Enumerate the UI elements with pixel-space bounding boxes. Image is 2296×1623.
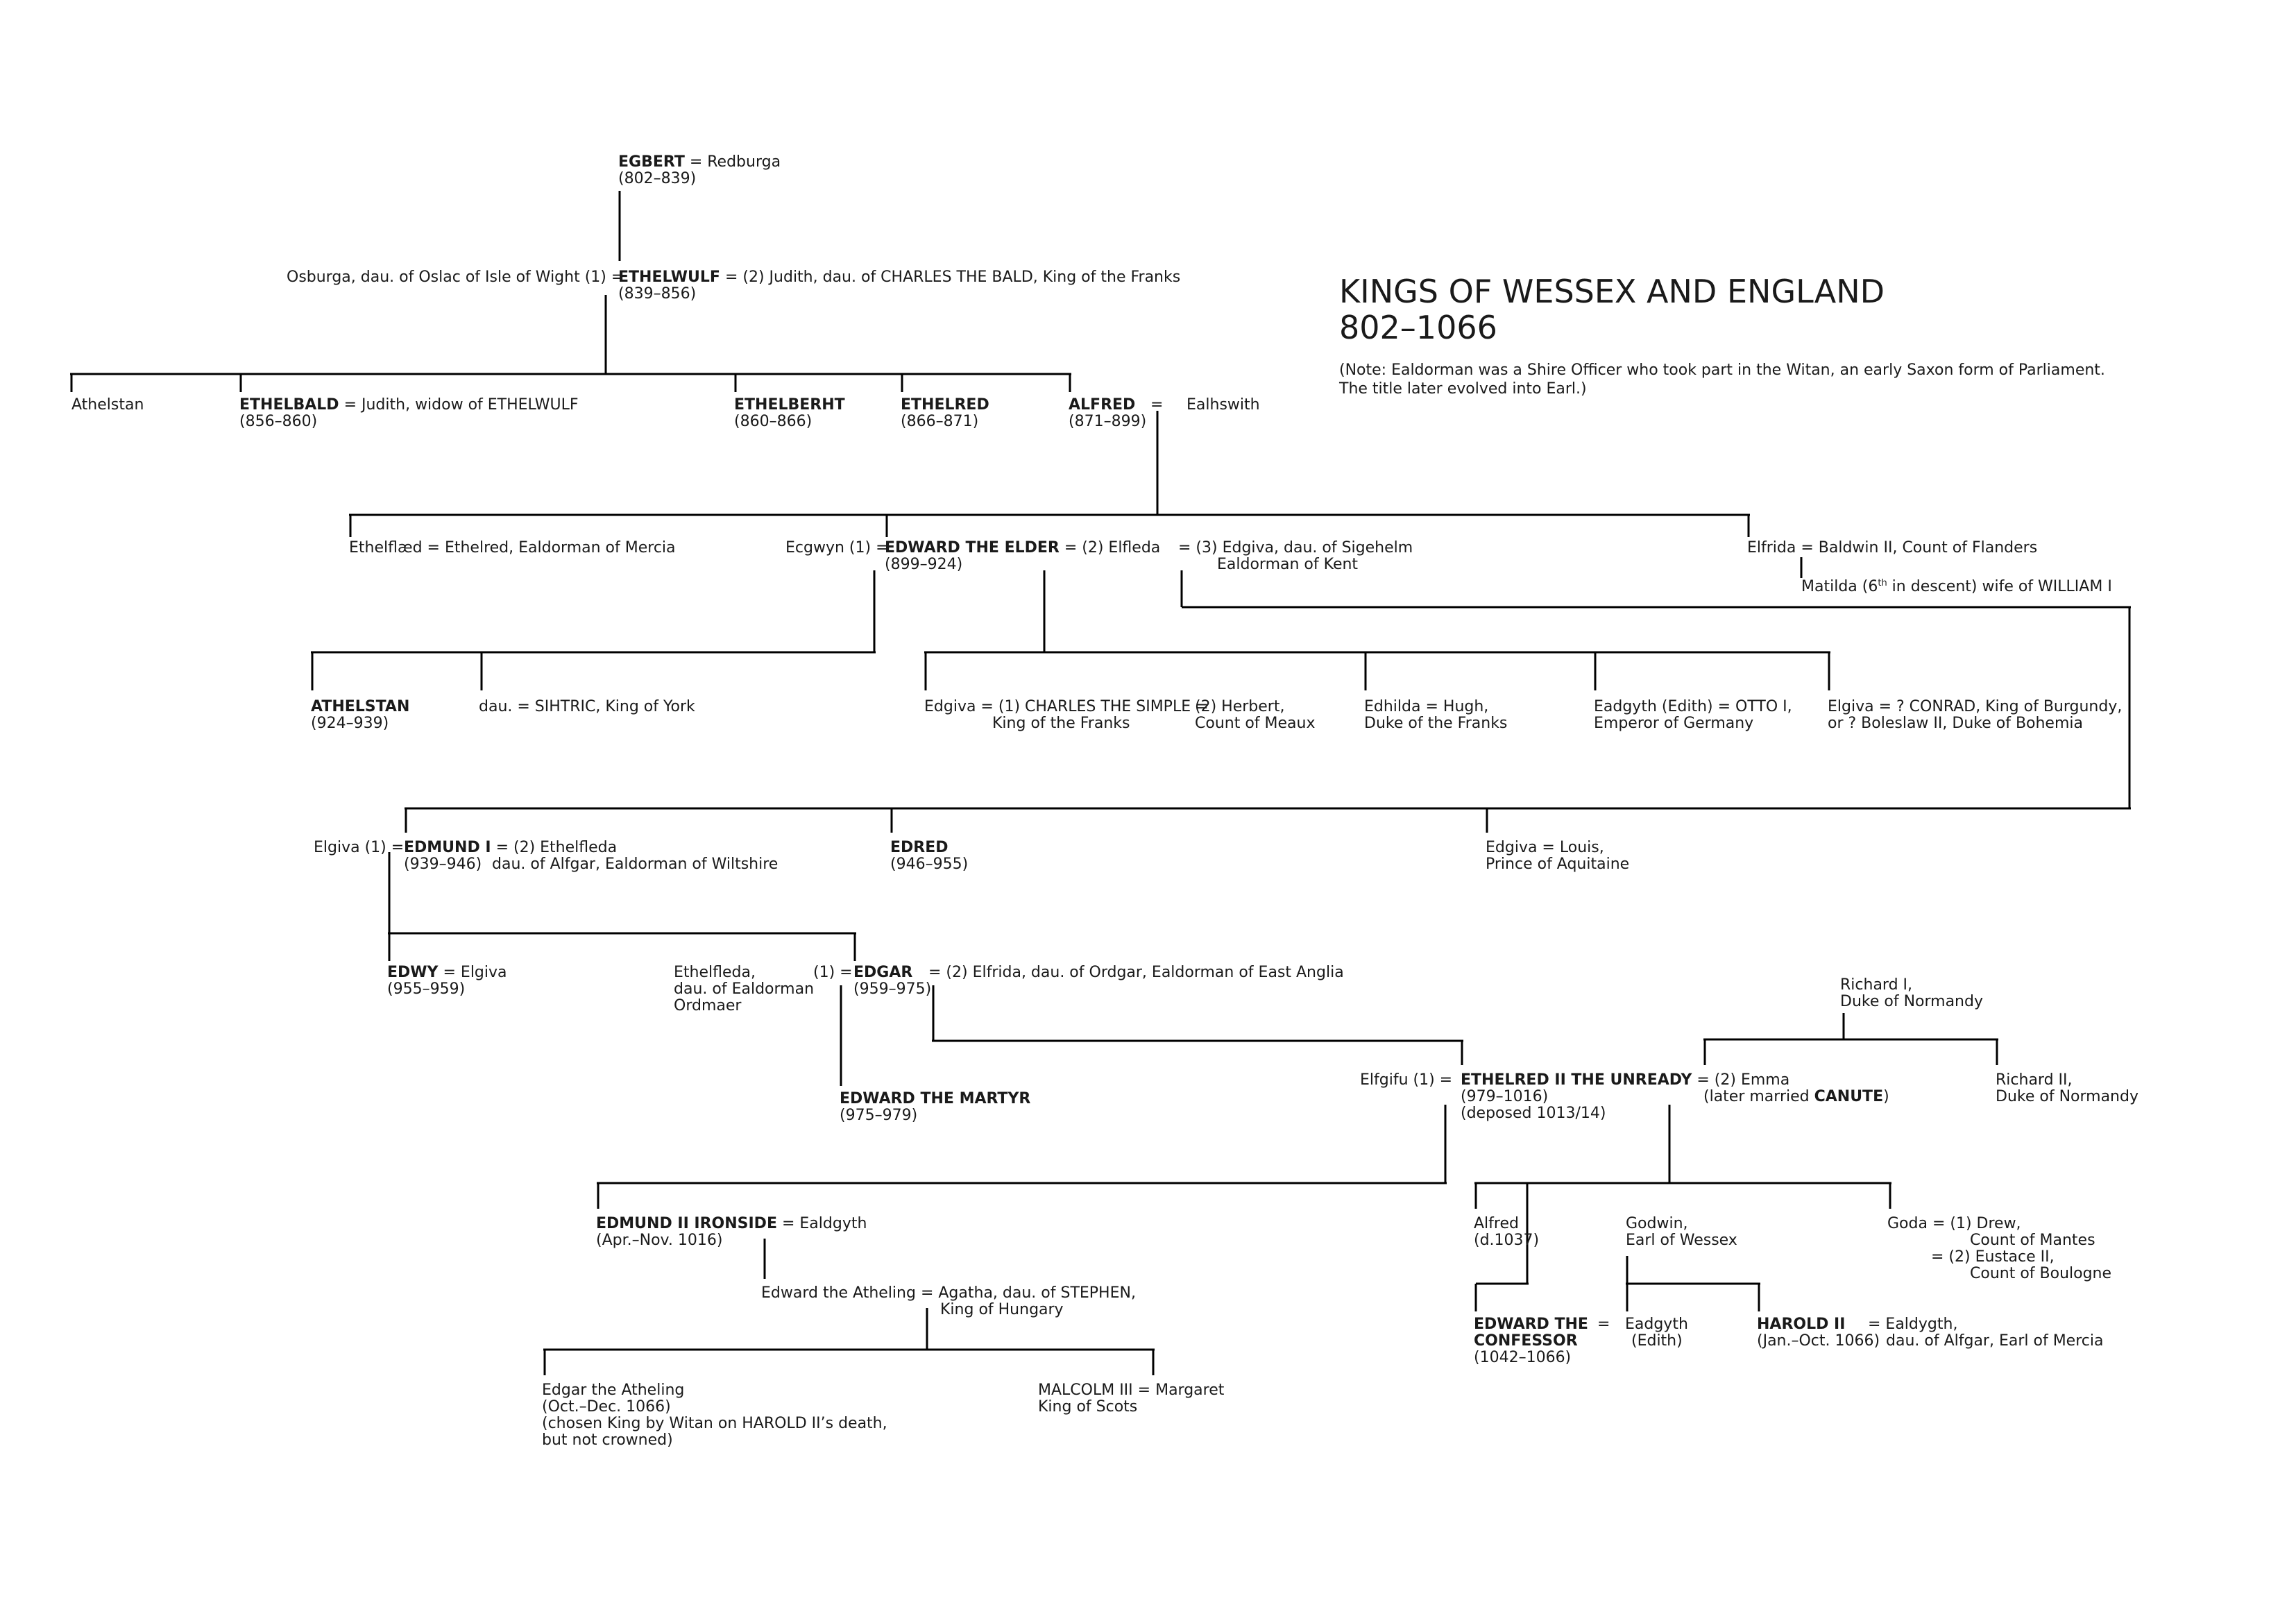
- athelstan-name: ATHELSTAN: [311, 698, 410, 715]
- chart-title: KINGS OF WESSEX AND ENGLAND: [1339, 273, 1885, 310]
- edgar-atheling: Edgar the Atheling: [542, 1382, 685, 1399]
- confessor-equals: =: [1597, 1316, 1610, 1333]
- edwy-spouse: = Elgiva: [438, 964, 507, 981]
- person-harold-2: [1757, 1316, 1845, 1333]
- alfred-equals: =: [1150, 396, 1164, 414]
- goda: Goda = (1) Drew,: [1887, 1215, 2021, 1232]
- edmund-2-reign: (Apr.–Nov. 1016): [596, 1232, 723, 1249]
- malcolm-3: MALCOLM III = Margaret: [1038, 1382, 1225, 1399]
- elfrida-baldwin: Elfrida = Baldwin II, Count of Flanders: [1747, 539, 2038, 556]
- ethelwulf-reign: (839–856): [618, 285, 697, 303]
- godwin: Godwin,: [1626, 1215, 1688, 1232]
- goda-drew-title: Count of Mantes: [1970, 1232, 2095, 1249]
- egbert-name: EGBERT: [618, 153, 685, 171]
- richard-1: Richard I,: [1840, 976, 1913, 994]
- ethelred-1-reign: (866–871): [901, 413, 979, 430]
- edgar-atheling-note: (chosen King by Witan on HAROLD II’s death,: [542, 1415, 887, 1432]
- ethelred-1-name: ETHELRED: [901, 396, 989, 414]
- edhilda: Edhilda = Hugh,: [1364, 698, 1489, 715]
- ethelflaed: Ethelflæd = Ethelred, Ealdorman of Mercia: [349, 539, 676, 556]
- edmund-2-name: EDMUND II IRONSIDE: [596, 1215, 777, 1232]
- ethelred-2-deposed: (deposed 1013/14): [1461, 1105, 1606, 1122]
- richard-2: Richard II,: [1996, 1071, 2073, 1089]
- edmund-2-spouse: = Ealdgyth: [776, 1215, 867, 1232]
- richard-2-title: Duke of Normandy: [1996, 1088, 2138, 1105]
- dau-sihtric: dau. = SIHTRIC, King of York: [479, 698, 695, 715]
- confessor-name: EDWARD THE: [1474, 1316, 1588, 1333]
- eadgyth: Eadgyth: [1625, 1316, 1688, 1333]
- edwy-reign: (955–959): [387, 980, 466, 998]
- edward-martyr-reign: (975–979): [840, 1107, 918, 1124]
- harold-2-reign: (Jan.–Oct. 1066): [1757, 1332, 1880, 1350]
- elfgifu: Elfgifu (1) =: [1360, 1071, 1453, 1089]
- edhilda-title: Duke of the Franks: [1364, 715, 1508, 732]
- elgiva-conrad: Elgiva = ? CONRAD, King of Burgundy,: [1828, 698, 2123, 715]
- goda-eustace-title: Count of Boulogne: [1970, 1265, 2112, 1282]
- person-edward-the-elder: [885, 540, 1160, 556]
- person-edmund-2: [596, 1216, 867, 1232]
- person-ethelberht: [734, 397, 845, 414]
- person-edmund-1: [404, 840, 617, 856]
- ethelberht-name: ETHELBERHT: [734, 396, 845, 414]
- person-ethelbald: [239, 397, 579, 414]
- chart-date-range: 802–1066: [1339, 309, 1497, 346]
- ethelbald-name: ETHELBALD: [239, 396, 339, 414]
- ethelbald-spouse: = Judith, widow of ETHELWULF: [339, 396, 579, 414]
- note-line-2: The title later evolved into Earl.): [1339, 380, 1587, 398]
- ethelbald-reign: (856–860): [239, 413, 318, 430]
- ethelfleda-ordmaer-2: dau. of Ealdorman: [674, 980, 815, 998]
- alfred-d1037: Alfred: [1474, 1215, 1519, 1232]
- person-edwy: [387, 965, 507, 981]
- edgar-atheling-note-2: but not crowned): [542, 1431, 673, 1449]
- person-ethelred-2: [1461, 1072, 1789, 1089]
- herbert: (2) Herbert,: [1195, 698, 1285, 715]
- ethelred-2-reign: (979–1016): [1461, 1088, 1549, 1105]
- athelstan-early: Athelstan: [71, 396, 144, 414]
- edgar-atheling-dates: (Oct.–Dec. 1066): [542, 1398, 671, 1416]
- harold-2-name: HAROLD II: [1757, 1316, 1846, 1333]
- person-edward-the-martyr: [840, 1091, 1030, 1107]
- person-egbert: [618, 154, 781, 171]
- confessor-name-2: CONFESSOR: [1474, 1332, 1578, 1350]
- person-edgar: [853, 965, 912, 981]
- goda-eustace: = (2) Eustace II,: [1931, 1248, 2055, 1266]
- elgiva-1: Elgiva (1) =: [314, 839, 405, 856]
- ecgwyn: Ecgwyn (1) =: [785, 539, 889, 556]
- godwin-title: Earl of Wessex: [1626, 1232, 1737, 1249]
- person-edward-the-confessor: [1474, 1316, 1588, 1333]
- malcolm-3-title: King of Scots: [1038, 1398, 1138, 1416]
- edgiva-charles-title: King of the Franks: [992, 715, 1130, 732]
- edgar-name: EDGAR: [853, 964, 913, 981]
- edmund-1-spouse-title: dau. of Alfgar, Ealdorman of Wiltshire: [492, 856, 779, 873]
- ethelfleda-ordmaer-3: Ordmaer: [674, 997, 742, 1014]
- edgar-spouse: = (2) Elfrida, dau. of Ordgar, Ealdorman of East Anglia: [928, 964, 1344, 981]
- richard-1-title: Duke of Normandy: [1840, 993, 1983, 1010]
- edred-name: EDRED: [890, 839, 949, 856]
- alfred-reign: (871–899): [1069, 413, 1147, 430]
- edgiva-charles: Edgiva = (1) CHARLES THE SIMPLE =: [924, 698, 1209, 715]
- edgiva-louis-title: Prince of Aquitaine: [1486, 856, 1630, 873]
- ethelred-2-spouse: = (2) Emma: [1692, 1071, 1790, 1089]
- alfred-d1037-date: (d.1037): [1474, 1232, 1540, 1249]
- edward-elder-reign: (899–924): [885, 556, 963, 573]
- edward-elder-spouse: = (2) Elfleda: [1059, 539, 1161, 556]
- person-ethelwulf: [618, 269, 1180, 286]
- person-ethelred-1: [901, 397, 989, 414]
- confessor-reign: (1042–1066): [1474, 1349, 1572, 1366]
- person-edred: [890, 840, 949, 856]
- herbert-title: Count of Meaux: [1195, 715, 1316, 732]
- emma-note: (later married CANUTE): [1703, 1088, 1889, 1105]
- ethelwulf-name: ETHELWULF: [618, 269, 720, 286]
- osburga: Osburga, dau. of Oslac of Isle of Wight (1) =: [287, 269, 624, 286]
- edward-martyr-name: EDWARD THE MARTYR: [840, 1090, 1031, 1107]
- eadgyth-otto: Eadgyth (Edith) = OTTO I,: [1594, 698, 1792, 715]
- edgar-reign: (959–975): [853, 980, 932, 998]
- edgiva-louis: Edgiva = Louis,: [1486, 839, 1604, 856]
- edmund-1-spouse: = (2) Ethelfleda: [491, 839, 618, 856]
- edmund-1-name: EDMUND I: [404, 839, 491, 856]
- eadgyth-otto-title: Emperor of Germany: [1594, 715, 1754, 732]
- alfred-spouse: Ealhswith: [1187, 396, 1260, 414]
- edgiva-sigehelm-title: Ealdorman of Kent: [1217, 556, 1359, 573]
- person-athelstan: [311, 699, 409, 715]
- edward-elder-name: EDWARD THE ELDER: [885, 539, 1060, 556]
- note-line-1: (Note: Ealdorman was a Shire Officer who took part in the Witan, an early Saxon form of Parliament.: [1339, 362, 2105, 379]
- edgiva-sigehelm: = (3) Edgiva, dau. of Sigehelm: [1178, 539, 1413, 556]
- edwy-name: EDWY: [387, 964, 439, 981]
- edward-atheling: Edward the Atheling = Agatha, dau. of STEPHEN,: [761, 1284, 1136, 1302]
- ethelwulf-spouse: = (2) Judith, dau. of CHARLES THE BALD, King of the Franks: [720, 269, 1181, 286]
- eadgyth-edith: (Edith): [1631, 1332, 1683, 1350]
- alfred-name: ALFRED: [1069, 396, 1136, 414]
- ealdygth: = Ealdygth,: [1868, 1316, 1958, 1333]
- edred-reign: (946–955): [890, 856, 969, 873]
- matilda: Matilda (6th in descent) wife of WILLIAM I: [1801, 578, 2112, 595]
- edmund-1-reign: (939–946): [404, 856, 482, 873]
- ealdygth-title: dau. of Alfgar, Earl of Mercia: [1886, 1332, 2104, 1350]
- ethelred-2-name: ETHELRED II THE UNREADY: [1461, 1071, 1692, 1089]
- elgiva-conrad-alt: or ? Boleslaw II, Duke of Bohemia: [1828, 715, 2083, 732]
- ethelfleda-ordmaer: Ethelfleda,: [674, 964, 756, 981]
- athelstan-reign: (924–939): [311, 715, 389, 732]
- egbert-reign: (802–839): [618, 170, 697, 187]
- egbert-spouse: = Redburga: [684, 153, 781, 171]
- ethelfleda-equals: (1) =: [813, 964, 853, 981]
- person-alfred: [1069, 397, 1135, 414]
- ethelberht-reign: (860–866): [734, 413, 813, 430]
- agatha-title: King of Hungary: [940, 1301, 1064, 1318]
